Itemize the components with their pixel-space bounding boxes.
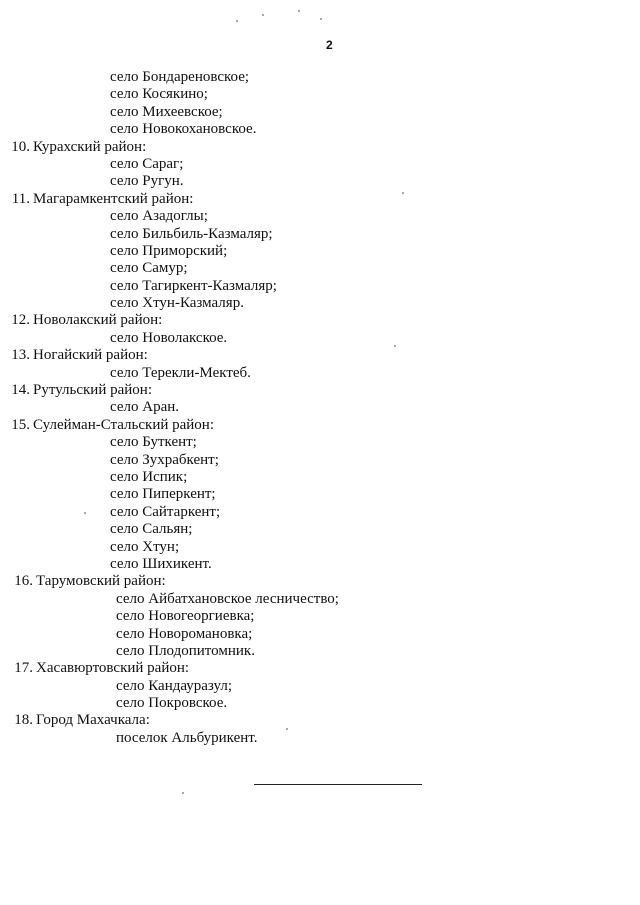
district-number: 13. — [11, 347, 30, 364]
settlement-item: село Новоромановка; — [116, 625, 253, 642]
district-heading — [0, 660, 640, 677]
settlement-item: село Михеевское; — [110, 103, 223, 120]
scan-speck — [394, 345, 396, 347]
scan-speck — [286, 728, 288, 730]
district-heading — [0, 139, 640, 156]
settlement-item: село Зухрабкент; — [110, 451, 219, 468]
settlement-item: село Сальян; — [110, 521, 193, 538]
district-heading — [0, 712, 640, 729]
district-heading — [0, 312, 640, 329]
settlement-item: село Косякино; — [110, 86, 208, 103]
district-heading — [0, 382, 640, 399]
settlement-list — [0, 69, 640, 747]
settlement-item: село Бильбиль-Казмаляр; — [110, 225, 273, 242]
district-name: Новолакский район: — [33, 312, 163, 329]
settlement-item: село Айбатхановское лесничество; — [116, 590, 339, 607]
settlement-item: село Буткент; — [110, 434, 197, 451]
district-name: Хасавюртовский район: — [36, 660, 190, 677]
settlement-item: село Хтун-Казмаляр. — [110, 295, 244, 312]
settlement-item: село Сайтаркент; — [110, 503, 221, 520]
settlement-item: село Новолакское. — [110, 329, 228, 346]
settlement-item: село Приморский; — [110, 242, 228, 259]
district-name: Тарумовский район: — [36, 573, 166, 590]
district-name: Курахский район: — [33, 138, 147, 155]
settlement-item: село Покровское. — [116, 695, 228, 712]
scan-speck — [84, 512, 86, 514]
district-number: 10. — [11, 138, 30, 155]
district-number: 12. — [11, 312, 30, 329]
scan-speck — [402, 192, 404, 194]
scan-speck — [182, 792, 184, 794]
district-number: 14. — [11, 382, 30, 399]
end-of-list-rule — [254, 784, 422, 785]
district-name: Ногайский район: — [33, 347, 148, 364]
district-heading — [0, 573, 640, 590]
settlement-item: село Ругун. — [110, 173, 184, 190]
district-heading — [0, 347, 640, 364]
scan-speck — [298, 10, 300, 12]
district-number: 18. — [14, 712, 33, 729]
scan-speck — [262, 14, 264, 16]
district-name: Сулейман-Стальский район: — [33, 416, 215, 433]
district-number: 16. — [14, 573, 33, 590]
settlement-item: село Испик; — [110, 468, 188, 485]
page-number: 2 — [326, 38, 333, 52]
settlement-item: село Сараг; — [110, 155, 184, 172]
district-heading — [0, 417, 640, 434]
district-name: Магарамкентский район: — [33, 190, 194, 207]
settlement-item: село Пиперкент; — [110, 486, 216, 503]
settlement-item: село Аран. — [110, 399, 180, 416]
settlement-item: село Азадоглы; — [110, 208, 208, 225]
scan-speck — [320, 18, 322, 20]
settlement-item: поселок Альбурикент. — [116, 729, 258, 746]
district-name: Рутульский район: — [33, 382, 152, 399]
district-name: Город Махачкала: — [36, 712, 150, 729]
settlement-item: село Хтун; — [110, 538, 180, 555]
district-number: 17. — [14, 660, 33, 677]
scan-speck — [236, 20, 238, 22]
settlement-item: село Тагиркент-Казмаляр; — [110, 277, 277, 294]
settlement-item: село Терекли-Мектеб. — [110, 364, 251, 381]
district-heading — [0, 191, 640, 208]
settlement-item: село Плодопитомник. — [116, 642, 255, 659]
settlement-item: село Кандауразул; — [116, 677, 233, 694]
settlement-item: село Самур; — [110, 260, 188, 277]
district-number: 15. — [11, 416, 30, 433]
settlement-item: село Новогеоргиевка; — [116, 608, 255, 625]
settlement-item: село Новокохановское. — [110, 121, 257, 138]
settlement-item: село Бондареновское; — [110, 69, 250, 85]
settlement-item: село Шихикент. — [110, 555, 212, 572]
district-number: 11. — [11, 190, 30, 207]
